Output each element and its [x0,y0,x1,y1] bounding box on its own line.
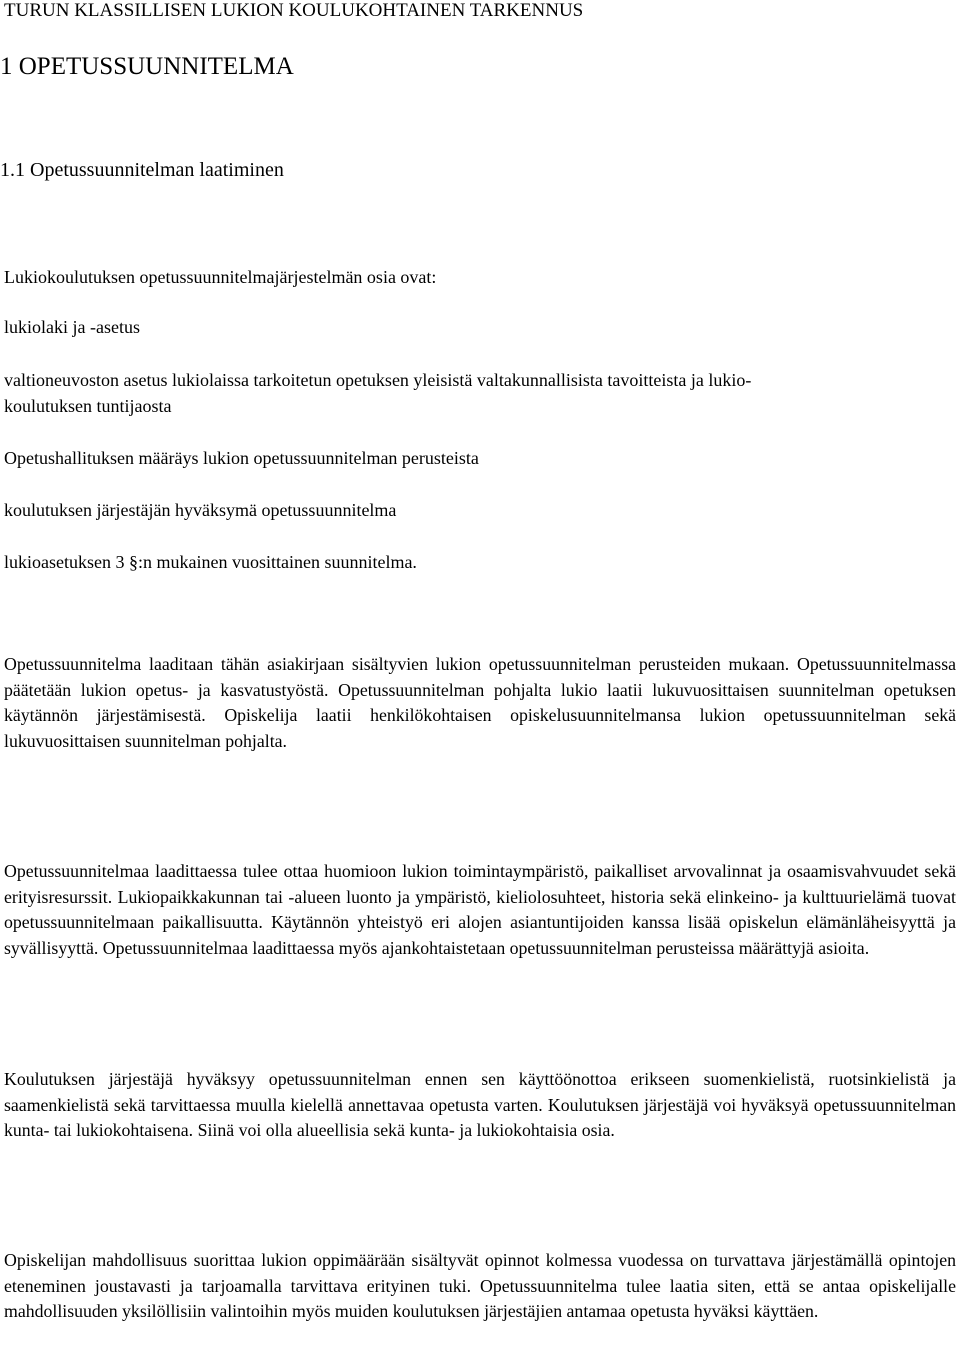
section-heading: 1 OPETUSSUUNNITELMA [0,53,294,80]
document-header: TURUN KLASSILLISEN LUKION KOULUKOHTAINEN TARKENNUS [4,0,584,21]
list-item-5: lukioasetuksen 3 §:n mukainen vuosittainen suunnitelma. [4,552,417,572]
paragraph-2: Opetussuunnitelmaa laadittaessa tulee ottaa huomioon lukion toimintaympäristö, paikalliset arvovalinnat ja osaamisvahvuudet sekä erityisresurssit. Lukiopaikkakunnan tai -alueen luonto ja ympäristö, kieliolosuhteet, historia sekä elinkeino- ja kulttuurielämä tuovat opetussuunnitelmaan paikallisuutta. Käytännön yhteistyö eri alojen asiantuntijoiden kanssa lisää opiskelun elämänläheisyyttä ja syvällisyyttä. Opetussuunnitelmaa laadittaessa myös ajankohtaistetaan opetussuunnitelman perusteissa määrättyjä asioita. [4,861,956,958]
list-item-1: lukiolaki ja -asetus [4,317,140,337]
paragraph-1: Opetussuunnitelma laaditaan tähän asiakirjaan sisältyvien lukion opetussuunnitelman perusteiden mukaan. Opetussuunnitelmassa päätetään lukion opetus- ja kasvatustyöstä. Opetussuunnitelman pohjalta lukio laatii lukuvuosittaisen suunnitelman opetuksen käytännön järjestämisestä. Opiskelija laatii henkilökohtaisen opiskelusuunnitelmansa lukion opetussuunnitelman sekä lukuvuosittaisen suunnitelman pohjalta. [4,654,956,751]
paragraph-4: Opiskelijan mahdollisuus suorittaa lukion oppimäärään sisältyvät opinnot kolmessa vuodessa on turvattava järjestämällä opintojen eteneminen joustavasti ja tarjoamalla tarvittava erityinen tuki. Opetussuunnitelma tulee laatia siten, että se antaa opiskelijalle mahdollisuuden yksilöllisiin valintoihin myös muiden koulutuksen järjestäjien antamaa opetusta hyväksi käyttäen. [4,1250,956,1322]
intro-text: Lukiokoulutuksen opetussuunnitelmajärjestelmän osia ovat: [4,267,437,287]
list-item-2-line-1: valtioneuvoston asetus lukiolaissa tarkoitetun opetuksen yleisistä valtakunnallisista tavoitteista ja lukio- [4,370,752,390]
subsection-heading: 1.1 Opetussuunnitelman laatiminen [0,159,284,181]
list-item-3: Opetushallituksen määräys lukion opetussuunnitelman perusteista [4,448,479,468]
list-item-4: koulutuksen järjestäjän hyväksymä opetussuunnitelma [4,500,397,520]
list-item-2-line-2: koulutuksen tuntijaosta [4,396,172,416]
paragraph-3: Koulutuksen järjestäjä hyväksyy opetussuunnitelman ennen sen käyttöönottoa erikseen suomenkielistä, ruotsinkielistä ja saamenkielistä sekä tarvittaessa muulla kielellä annettavaa opetusta varten. Koulutuksen järjestäjä voi hyväksyä opetussuunnitelman kunta- tai lukiokohtaisena. Siinä voi olla alueellisia sekä kunta- ja lukiokohtaisia osia. [4,1069,956,1141]
